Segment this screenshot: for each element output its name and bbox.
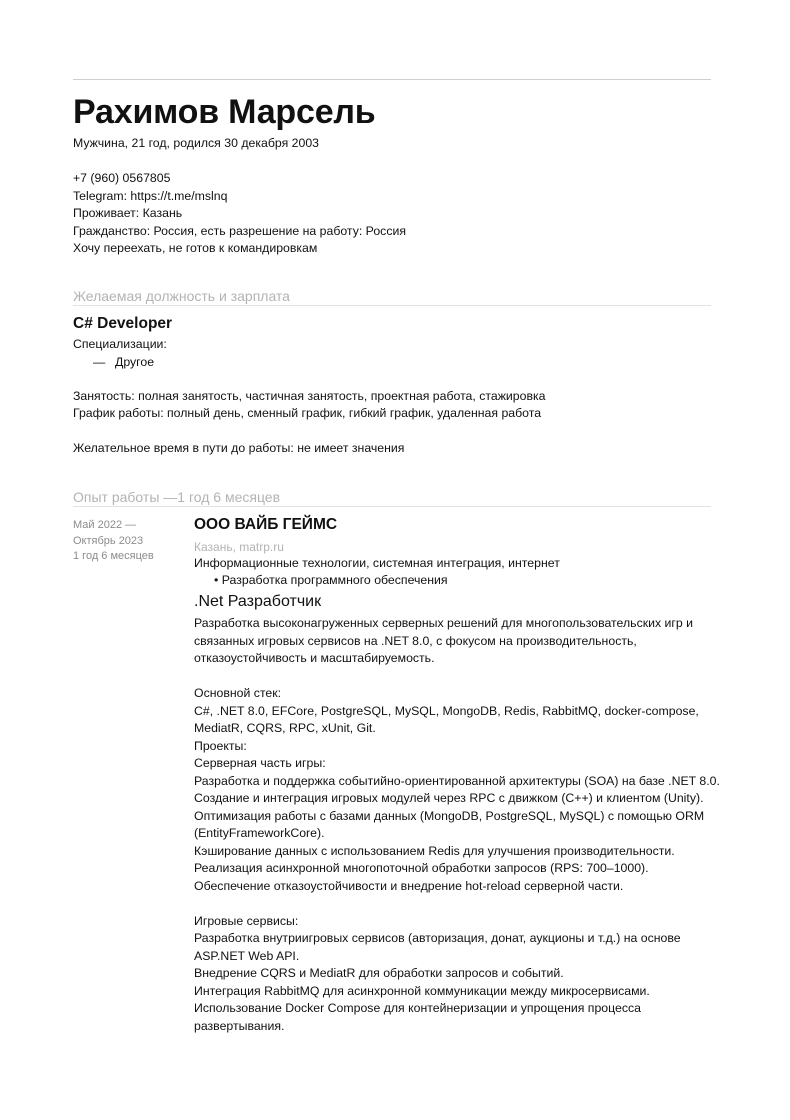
description-line: Кэширование данных с использованием Redis для улучшения производительности. (194, 843, 675, 858)
description-line: Оптимизация работы с базами данных (MongoDB, PostgreSQL, MySQL) с помощью ORM (194, 808, 705, 823)
description-spacer (194, 668, 714, 686)
description-line: Использование Docker Compose для контейнеризации и упрощения процесса (194, 1001, 642, 1015)
company-name: ООО ВАЙБ ГЕЙМС (194, 516, 338, 533)
description-line: Интеграция RabbitMQ для асинхронной коммуникации между микросервисами. (194, 983, 650, 998)
description-line: Внедрение CQRS и MediatR для обработки запросов и событий. (194, 966, 564, 980)
description-line: Разработка высоконагруженных серверных решений для многопользовательских игр и (194, 616, 694, 630)
contact-residence: Проживает: Казань (73, 206, 183, 220)
specializations-label: Специализации: (73, 337, 167, 351)
contacts-block (73, 170, 406, 258)
description-line: Обеспечение отказоустойчивости и внедрение hot-reload серверной части. (194, 878, 624, 893)
description-spacer (194, 895, 714, 913)
company-industry-item: • Разработка программного обеспечения (214, 573, 448, 587)
company-industry: Информационные технологии, системная интеграция, интернет (194, 556, 560, 570)
description-line: Проекты: (194, 738, 247, 753)
contact-relocation: Хочу переехать, не готов к командировкам (73, 241, 318, 255)
description-line: развертывания. (194, 1018, 285, 1033)
description-line: связанных игровых сервисов на .NET 8.0, с фокусом на производительность, (194, 633, 637, 648)
job-description (194, 615, 720, 1035)
top-divider (73, 79, 711, 80)
description-line: ASP.NET Web API. (194, 948, 300, 963)
experience-section-heading (73, 489, 711, 507)
job-title: .Net Разработчик (194, 593, 322, 610)
job-period-end: Октябрь 2023 (73, 534, 144, 547)
candidate-meta: Мужчина, 21 год, родился 30 декабря 2003 (73, 136, 320, 150)
description-line: Реализация асинхронной многопоточной обработки запросов (RPS: 700–1000). (194, 861, 649, 875)
contact-citizenship: Гражданство: Россия, есть разрешение на работу: Россия (73, 223, 407, 238)
specialization-item (93, 354, 154, 371)
experience-section-title: Опыт работы —1 год 6 месяцев (73, 489, 281, 505)
company-location: Казань, matrp.ru (194, 540, 284, 554)
specialization-dash: — (93, 355, 106, 369)
description-line: (EntityFrameworkCore). (194, 826, 325, 840)
description-line: Основной стек: (194, 686, 282, 700)
work-schedule: График работы: полный день, сменный график, гибкий график, удаленная работа (73, 406, 542, 420)
contact-phone: +7 (960) 0567805 (73, 171, 171, 185)
description-line: Серверная часть игры: (194, 756, 326, 770)
position-title: C# Developer (73, 315, 173, 332)
description-line: Игровые сервисы: (194, 913, 299, 928)
position-section-title: Желаемая должность и зарплата (73, 288, 290, 304)
job-period (73, 518, 154, 565)
position-section-heading (73, 288, 711, 306)
description-line: Разработка и поддержка событийно-ориентированной архитектуры (SOA) на базе .NET 8.0. (194, 773, 720, 788)
description-line: Разработка внутриигровых сервисов (авторизация, донат, аукционы и т.д.) на основе (194, 931, 681, 945)
employment-types: Занятость: полная занятость, частичная занятость, проектная работа, стажировка (73, 389, 546, 403)
description-line: C#, .NET 8.0, EFCore, PostgreSQL, MySQL, MongoDB, Redis, RabbitMQ, docker-compose, (194, 703, 699, 718)
candidate-name: Рахимов Марсель (73, 93, 376, 131)
job-duration: 1 год 6 месяцев (73, 550, 154, 562)
description-line: Создание и интеграция игровых модулей через RPC с движком (C++) и клиентом (Unity). (194, 791, 704, 805)
description-line: отказоустойчивость и масштабируемость. (194, 651, 435, 665)
commute-time: Желательное время в пути до работы: не имеет значения (73, 441, 405, 455)
contact-telegram: Telegram: https://t.me/mslnq (73, 188, 228, 203)
job-period-start: Май 2022 — (73, 519, 137, 531)
specialization-item-label: Другое (115, 355, 155, 369)
description-line: MediatR, CQRS, RPC, xUnit, Git. (194, 721, 376, 735)
